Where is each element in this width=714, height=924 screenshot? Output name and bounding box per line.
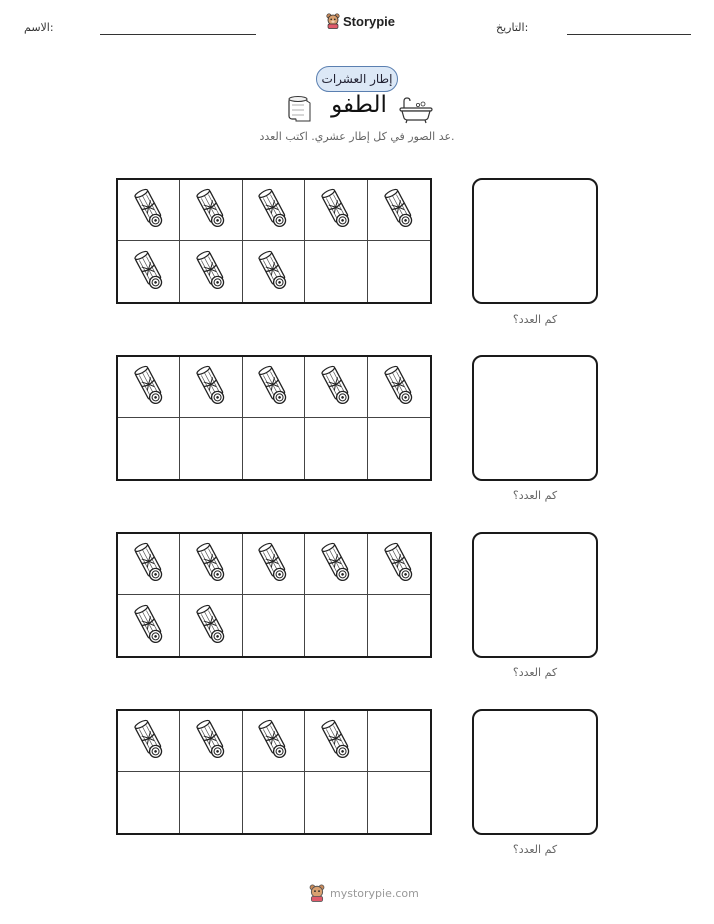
scroll-icon bbox=[129, 540, 169, 588]
name-line[interactable] bbox=[100, 34, 256, 35]
frame-cell bbox=[118, 772, 180, 833]
frame-cell bbox=[305, 418, 367, 479]
scroll-icon bbox=[316, 363, 356, 411]
answer-box-3[interactable] bbox=[472, 532, 598, 658]
footer bbox=[308, 884, 419, 902]
scroll-icon bbox=[253, 248, 293, 296]
frame-cell bbox=[118, 241, 180, 302]
frame-cell bbox=[180, 534, 242, 595]
answer-box-2[interactable] bbox=[472, 355, 598, 481]
brand-logo bbox=[326, 13, 395, 29]
frame-cell bbox=[305, 241, 367, 302]
scroll-icon bbox=[191, 540, 231, 588]
frame-cell bbox=[243, 357, 305, 418]
ten-frame-2 bbox=[116, 355, 432, 481]
scroll-icon bbox=[191, 186, 231, 234]
topic-pill: إطار العشرات bbox=[316, 66, 398, 92]
frame-cell bbox=[305, 357, 367, 418]
frame-cell bbox=[305, 180, 367, 241]
frame-cell bbox=[305, 534, 367, 595]
frame-cell bbox=[368, 711, 430, 772]
frame-cell bbox=[243, 418, 305, 479]
frame-cell bbox=[180, 180, 242, 241]
frame-cell bbox=[243, 241, 305, 302]
scroll-icon bbox=[253, 363, 293, 411]
question-label-4: كم العدد؟ bbox=[512, 843, 558, 856]
frame-cell bbox=[118, 418, 180, 479]
scroll-icon bbox=[316, 540, 356, 588]
question-label-1: كم العدد؟ bbox=[512, 313, 558, 326]
bathtub-icon bbox=[398, 96, 434, 124]
instruction-text: عد الصور في كل إطار عشري. اكتب العدد. bbox=[259, 130, 455, 143]
bear-mascot-icon bbox=[326, 13, 340, 29]
scroll-icon bbox=[379, 363, 419, 411]
frame-cell bbox=[180, 357, 242, 418]
scroll-icon bbox=[379, 540, 419, 588]
frame-cell bbox=[305, 711, 367, 772]
frame-cell bbox=[118, 534, 180, 595]
scroll-icon bbox=[379, 186, 419, 234]
scroll-icon bbox=[316, 186, 356, 234]
frame-cell bbox=[118, 595, 180, 656]
frame-cell bbox=[368, 357, 430, 418]
frame-cell bbox=[118, 711, 180, 772]
frame-cell bbox=[243, 534, 305, 595]
frame-cell bbox=[368, 418, 430, 479]
frame-cell bbox=[180, 711, 242, 772]
scroll-icon bbox=[253, 186, 293, 234]
question-label-3: كم العدد؟ bbox=[512, 666, 558, 679]
scroll-icon bbox=[316, 717, 356, 765]
scroll-icon bbox=[253, 717, 293, 765]
frame-cell bbox=[180, 595, 242, 656]
frame-cell bbox=[305, 772, 367, 833]
frame-cell bbox=[180, 772, 242, 833]
frame-cell bbox=[243, 180, 305, 241]
paper-towel-icon bbox=[286, 95, 312, 123]
bear-mascot-icon bbox=[308, 884, 326, 902]
scroll-icon bbox=[191, 363, 231, 411]
frame-cell bbox=[368, 772, 430, 833]
answer-box-4[interactable] bbox=[472, 709, 598, 835]
name-label: الاسم: bbox=[24, 21, 54, 34]
frame-cell bbox=[243, 595, 305, 656]
frame-cell bbox=[118, 180, 180, 241]
scroll-icon bbox=[253, 540, 293, 588]
ten-frame-1 bbox=[116, 178, 432, 304]
frame-cell bbox=[368, 534, 430, 595]
frame-cell bbox=[243, 772, 305, 833]
answer-box-1[interactable] bbox=[472, 178, 598, 304]
scroll-icon bbox=[129, 717, 169, 765]
page-title: الطفو bbox=[331, 92, 387, 118]
question-label-2: كم العدد؟ bbox=[512, 489, 558, 502]
frame-cell bbox=[368, 241, 430, 302]
frame-cell bbox=[180, 241, 242, 302]
scroll-icon bbox=[191, 602, 231, 650]
scroll-icon bbox=[191, 717, 231, 765]
frame-cell bbox=[305, 595, 367, 656]
scroll-icon bbox=[129, 363, 169, 411]
brand-name: Storypie bbox=[343, 13, 396, 29]
title-row bbox=[280, 92, 436, 126]
date-label: التاريخ: bbox=[496, 21, 529, 34]
scroll-icon bbox=[129, 248, 169, 296]
ten-frame-4 bbox=[116, 709, 432, 835]
date-line[interactable] bbox=[567, 34, 691, 35]
scroll-icon bbox=[129, 602, 169, 650]
ten-frame-3 bbox=[116, 532, 432, 658]
scroll-icon bbox=[191, 248, 231, 296]
frame-cell bbox=[118, 357, 180, 418]
scroll-icon bbox=[129, 186, 169, 234]
frame-cell bbox=[368, 180, 430, 241]
footer-url: mystorypie.com bbox=[330, 886, 419, 900]
frame-cell bbox=[180, 418, 242, 479]
frame-cell bbox=[243, 711, 305, 772]
frame-cell bbox=[368, 595, 430, 656]
